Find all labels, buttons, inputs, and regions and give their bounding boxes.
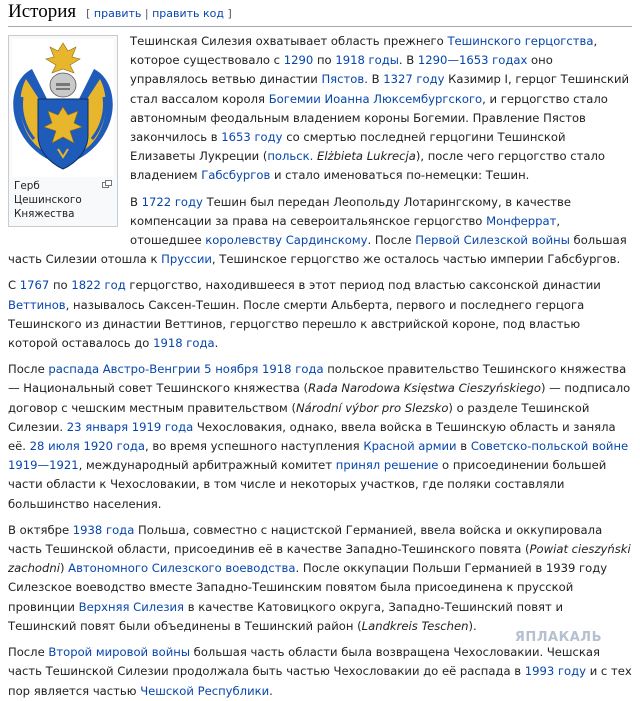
paragraph xyxy=(8,521,632,636)
text-run: Польша, совместно с нацистской Германией, ввела войска и оккупировала часть Тешинской области, присоединив её в качестве Западно-Тешинского повята ( xyxy=(8,522,603,557)
text-run: . После оккупации Польши Германией в 1939 году Силезское воеводство вместе Западно-Тешинским повятом была присоединена к прусской провинции xyxy=(8,561,608,614)
foreign-term: Národní výbor pro Slezsko xyxy=(295,400,449,415)
text-run: польское правительство Тешинского княжества — Национальный совет Тешинского княжества ( xyxy=(8,362,627,396)
wiki-link[interactable]: 1919 года xyxy=(131,419,194,434)
text-run: Тешинская Силезия охватывает область прежнего xyxy=(130,34,448,48)
foreign-term: Landkreis Teschen xyxy=(361,618,469,633)
text-run: со смертью последней герцогини Тешинской Елизаветы Лукреции ( xyxy=(130,130,566,164)
text-run: ). xyxy=(468,618,477,633)
text-run: о присоединении большей части области к Чехословакии, в том числе и некоторых участков, где поляки составляли большинство населения. xyxy=(8,458,607,511)
wiki-link[interactable]: 23 января xyxy=(66,419,129,434)
foreign-term: Rada Narodowa Księstwa Cieszyńskiego xyxy=(308,381,541,396)
text-run: в xyxy=(456,439,471,454)
text-run: ) — подписало договор с чешским местным правительством ( xyxy=(8,381,631,415)
text-run: , отошедшее xyxy=(130,213,561,248)
wiki-link[interactable]: Пруссии xyxy=(161,252,212,267)
paragraph xyxy=(8,276,632,353)
coat-of-arms-figure xyxy=(8,35,118,227)
paragraph xyxy=(8,643,632,701)
wiki-link[interactable]: Веттинов xyxy=(8,297,66,312)
text-run: . xyxy=(214,336,219,351)
wiki-link[interactable]: 1767 xyxy=(19,278,50,293)
wiki-link[interactable]: 1993 году xyxy=(524,664,587,679)
wiki-link[interactable]: принял решение xyxy=(335,458,439,473)
text-run: по xyxy=(313,53,336,68)
text-run: Казимир I, герцог Тешинский стал вассалом короля xyxy=(130,72,630,106)
section-title: История xyxy=(8,1,77,22)
wiki-link[interactable]: королевству Сардинскому xyxy=(205,233,368,248)
wiki-link[interactable]: 5 ноября xyxy=(204,362,259,377)
text-run: герцогство, находившееся в этот период под властью саксонской династии xyxy=(125,278,601,293)
text-run: большая часть области была возвращена Чехословакии. Чешская часть Тешинской Силезии продолжала быть частью Чехословакии до её распада в xyxy=(8,645,600,679)
wiki-link[interactable]: Иоанна Люксембургского xyxy=(324,91,483,106)
wiki-link[interactable]: 1290—1653 годах xyxy=(417,53,528,68)
text-run: по xyxy=(49,278,72,293)
figure-caption: Герб Цешинского Княжества xyxy=(12,177,114,223)
text-run: . В xyxy=(398,53,418,68)
wiki-link[interactable]: Верхняя Силезия xyxy=(78,599,185,614)
text-run: После xyxy=(8,362,49,377)
text-run: большая часть Силезии отошла к xyxy=(8,233,627,267)
text-run: В xyxy=(130,194,142,209)
text-run: Чехословакия, однако, ввела войска в Тешинскую область и заняла её. xyxy=(8,419,616,454)
text-run: ) о разделе Тешинской Силезии. xyxy=(8,400,590,434)
text-run: , Тешинское герцогство же осталось частью империи Габсбургов. xyxy=(211,252,621,267)
magnify-icon[interactable] xyxy=(102,180,112,188)
text-run: В октябре xyxy=(8,522,73,537)
edit-links: [ править | править код ] xyxy=(86,7,232,20)
wiki-link[interactable]: польск. xyxy=(267,149,314,164)
foreign-term: Elżbieta Lukrecja xyxy=(317,149,416,164)
wiki-link[interactable]: 1653 году xyxy=(221,130,283,145)
edit-link[interactable]: править xyxy=(93,7,142,20)
wiki-link[interactable]: Чешской Республики xyxy=(140,683,270,698)
edit-code-link[interactable]: править код xyxy=(152,7,224,20)
text-run: , называлось Саксен-Тешин. После смерти Альберта, первого и последнего герцога Тешинского из династии Веттинов, герцогство перешло к австрийской короне, под властью которой оставалось до xyxy=(8,297,585,351)
text-run: , и герцогство стало автономным феодальным владением короны Богемии. Правление Пястов закончилось в xyxy=(130,91,608,145)
text-run: ) xyxy=(59,561,69,576)
paragraph xyxy=(8,360,632,514)
text-run: оно управлялось ветвью династии xyxy=(130,53,553,87)
wiki-link[interactable]: 1938 года xyxy=(72,522,135,537)
section-heading xyxy=(8,0,632,27)
text-run: и с тех пор является частью xyxy=(8,664,632,698)
text-run: и стало именоваться по-немецки: Тешин. xyxy=(270,168,530,183)
text-run: , во время успешного наступления xyxy=(144,439,364,454)
text-run: , которое существовало с xyxy=(130,34,598,68)
wiki-link[interactable]: Советско-польской войне 1919—1921 xyxy=(8,439,629,473)
wiki-link[interactable]: 1822 год xyxy=(71,278,126,293)
wiki-link[interactable]: 1722 году xyxy=(141,194,203,209)
text-run: , международный арбитражный комитет xyxy=(78,458,336,473)
wiki-link[interactable]: 1918 года xyxy=(262,362,324,377)
coat-of-arms-image[interactable] xyxy=(12,39,114,177)
wiki-link[interactable]: 1327 году xyxy=(383,72,445,87)
text-run: . В xyxy=(364,72,384,87)
wiki-link[interactable]: Первой Силезской войны xyxy=(415,233,570,248)
text-run: . xyxy=(269,683,273,698)
wiki-link[interactable]: Красной армии xyxy=(363,439,457,454)
wiki-link[interactable]: Габсбургов xyxy=(201,168,271,183)
text-run: С xyxy=(8,278,20,293)
wiki-link[interactable]: 28 июля xyxy=(29,439,80,454)
foreign-term: Powiat cieszyński zachodni xyxy=(8,542,631,576)
wiki-link[interactable]: 1290 xyxy=(283,53,314,68)
wiki-link[interactable]: 1920 года xyxy=(83,439,145,454)
text-run: в качестве Катовицкого округа, Западно-Тешинский повят и Тешинский повят были объединены в Тешинский район ( xyxy=(8,599,563,633)
wiki-link[interactable]: 1918 года xyxy=(153,336,215,351)
wiki-link[interactable]: Второй мировой войны xyxy=(48,645,190,660)
text-run: После xyxy=(8,645,49,660)
wiki-link[interactable]: 1918 годы xyxy=(335,53,399,68)
wiki-link[interactable]: распада Австро-Венгрии xyxy=(48,362,201,377)
watermark: ЯПЛАКАЛЬ xyxy=(514,629,602,645)
wiki-link[interactable]: Богемии xyxy=(268,91,321,106)
text-run: . После xyxy=(367,233,416,248)
wiki-link[interactable]: Монферрат xyxy=(486,213,557,228)
wiki-link[interactable]: Тешинского герцогства xyxy=(447,34,594,48)
wiki-link[interactable]: Пястов xyxy=(321,72,365,87)
text-run: Тешин был передан Леопольду Лотарингскому, в качестве компенсации за права на североитальянское герцогство xyxy=(130,194,572,228)
text-run: ), после чего герцогство стало владением xyxy=(130,149,605,183)
wiki-link[interactable]: Автономного Силезского воеводства xyxy=(68,561,296,576)
